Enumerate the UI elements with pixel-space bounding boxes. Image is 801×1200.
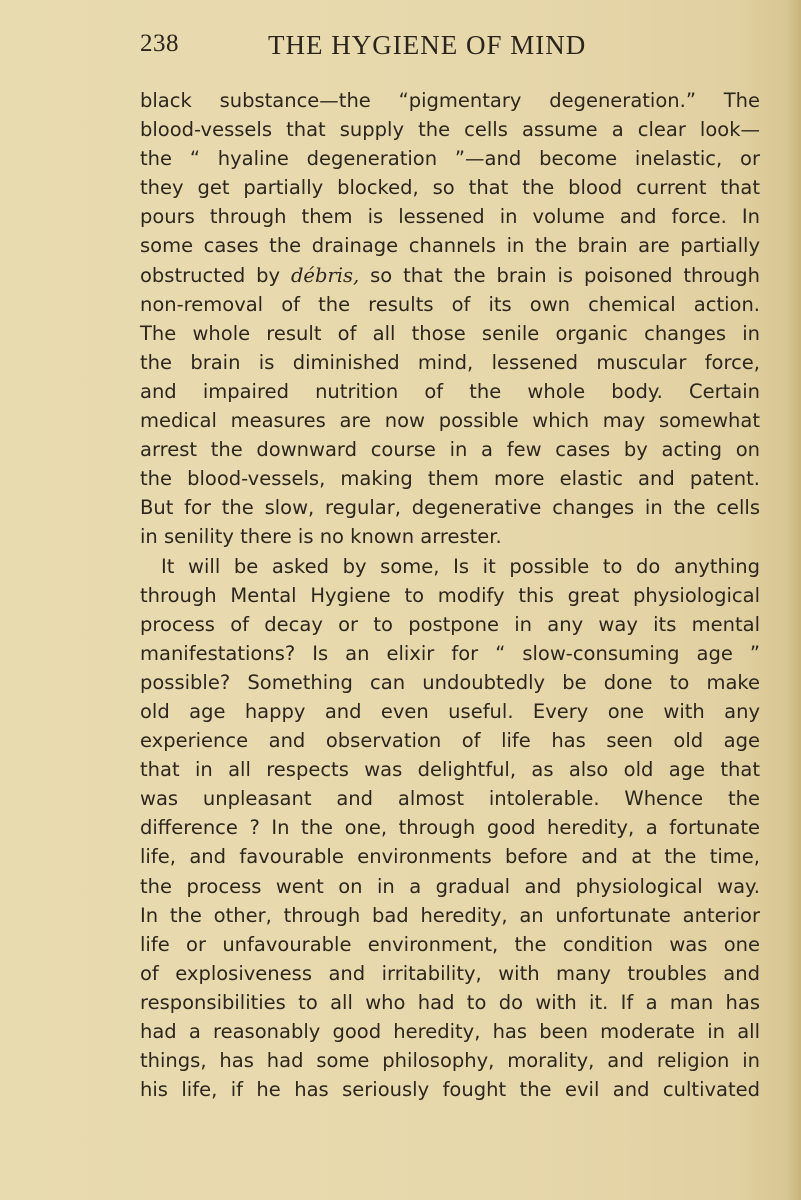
text-line: his life, if he has seriously fought the evil and cultivated	[140, 1078, 760, 1102]
italic-word: débris,	[290, 263, 360, 287]
page-number: 238	[140, 30, 179, 57]
text-line: the brain is diminished mind, lessened muscular force,	[140, 350, 760, 374]
text-line: arrest the downward course in a few cases by acting on	[140, 438, 760, 462]
text-line: life, and favourable environments before and at the time,	[140, 845, 760, 869]
page-edge-shadow	[787, 0, 801, 1200]
text-line: that in all respects was delightful, as also old age that	[140, 758, 760, 782]
text-line: non-removal of the results of its own chemical action.	[140, 292, 760, 316]
text-line: life or unfavourable environment, the condition was one	[140, 932, 760, 956]
text-line: black substance—the “pigmentary degeneration.” The	[140, 89, 760, 112]
running-title: THE HYGIENE OF MIND	[268, 30, 587, 60]
text-line: The whole result of all those senile organic changes in	[140, 321, 760, 345]
page-header	[140, 30, 700, 70]
text-line: they get partially blocked, so that the blood current that	[140, 176, 760, 200]
text-line: old age happy and even useful. Every one with any	[140, 699, 760, 723]
text-line-with-italic	[140, 261, 760, 290]
text-line: and impaired nutrition of the whole body. Certain	[140, 379, 760, 403]
text-line: the process went on in a gradual and physiological way.	[140, 874, 760, 898]
text-line: In the other, through bad heredity, an unfortunate anterior	[140, 903, 760, 927]
text-line: medical measures are now possible which may somewhat	[140, 409, 760, 433]
text-line: of explosiveness and irritability, with many troubles and	[140, 961, 760, 985]
text-line: through Mental Hygiene to modify this great physiological	[140, 583, 760, 607]
text-line: things, has had some philosophy, morality, and religion in	[140, 1049, 760, 1073]
body-text	[140, 86, 760, 1104]
text-segment: obstructed by	[140, 263, 291, 287]
text-line: pours through them is lessened in volume and force. In	[140, 205, 760, 229]
text-line: was unpleasant and almost intolerable. Whence the	[140, 787, 760, 811]
text-line: process of decay or to postpone in any way its mental	[140, 612, 760, 636]
text-line: difference ? In the one, through good heredity, a fortunate	[140, 816, 760, 840]
text-line: responsibilities to all who had to do with it. If a man has	[140, 990, 760, 1014]
text-line: had a reasonably good heredity, has been moderate in all	[140, 1020, 760, 1043]
text-line: It will be asked by some, Is it possible to do anything	[161, 554, 760, 578]
text-line: blood-vessels that supply the cells assume a clear look—	[140, 118, 760, 142]
text-line: But for the slow, regular, degenerative changes in the cells	[140, 496, 760, 520]
text-line: manifestations? Is an elixir for “ slow-consuming age ”	[140, 641, 760, 665]
text-line: the “ hyaline degeneration ”—and become inelastic, or	[140, 147, 760, 171]
text-line: the blood-vessels, making them more elastic and patent.	[140, 467, 760, 491]
text-line: possible? Something can undoubtedly be done to make	[140, 670, 760, 694]
text-line: some cases the drainage channels in the brain are partially	[140, 234, 760, 258]
text-line: experience and observation of life has seen old age	[140, 729, 760, 753]
text-segment: so that the brain is poisoned through	[359, 263, 761, 287]
text-line: in senility there is no known arrester.	[140, 525, 502, 549]
